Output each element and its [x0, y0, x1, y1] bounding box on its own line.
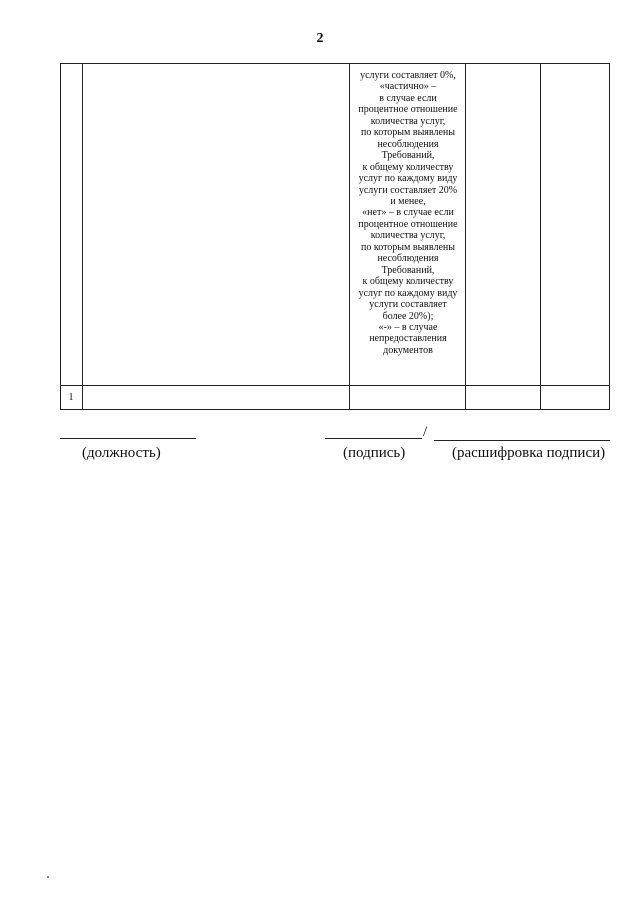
table-top-border — [60, 63, 610, 64]
table-cell-criteria: услуги составляет 0%, «частично» – в случае если процентное отношение количества услуг, по которым выявлены несоблюдения Требований, к общему количеству услуг по каждому виду услуги составляет 20% и менее, «нет» – в случае если процентное отношение количества услуг, по которым выявлены несоблюдения Требований, к общему количеству услуг по каждому виду услуги составляет более 20%); «-» – в случае непредоставления документов — [358, 70, 458, 356]
table-col-line-4 — [465, 63, 466, 410]
decoding-line — [434, 440, 610, 441]
page-number: 2 — [316, 31, 324, 46]
scan-speck — [47, 876, 49, 878]
position-line — [60, 438, 196, 439]
table-cell-row-number: 1 — [68, 392, 74, 403]
table-col-line-1 — [60, 63, 61, 410]
table-col-line-2 — [82, 63, 83, 410]
signature-line — [325, 438, 422, 439]
table-col-line-3 — [349, 63, 350, 410]
signature-label: (подпись) — [343, 445, 406, 461]
position-label: (должность) — [82, 445, 161, 461]
decoding-label: (расшифровка подписи) — [452, 445, 606, 461]
table-col-line-5 — [540, 63, 541, 410]
table-bottom-border — [60, 409, 610, 410]
table-row-divider — [60, 385, 610, 386]
signature-separator: / — [423, 424, 428, 440]
table-col-line-6 — [609, 63, 610, 410]
